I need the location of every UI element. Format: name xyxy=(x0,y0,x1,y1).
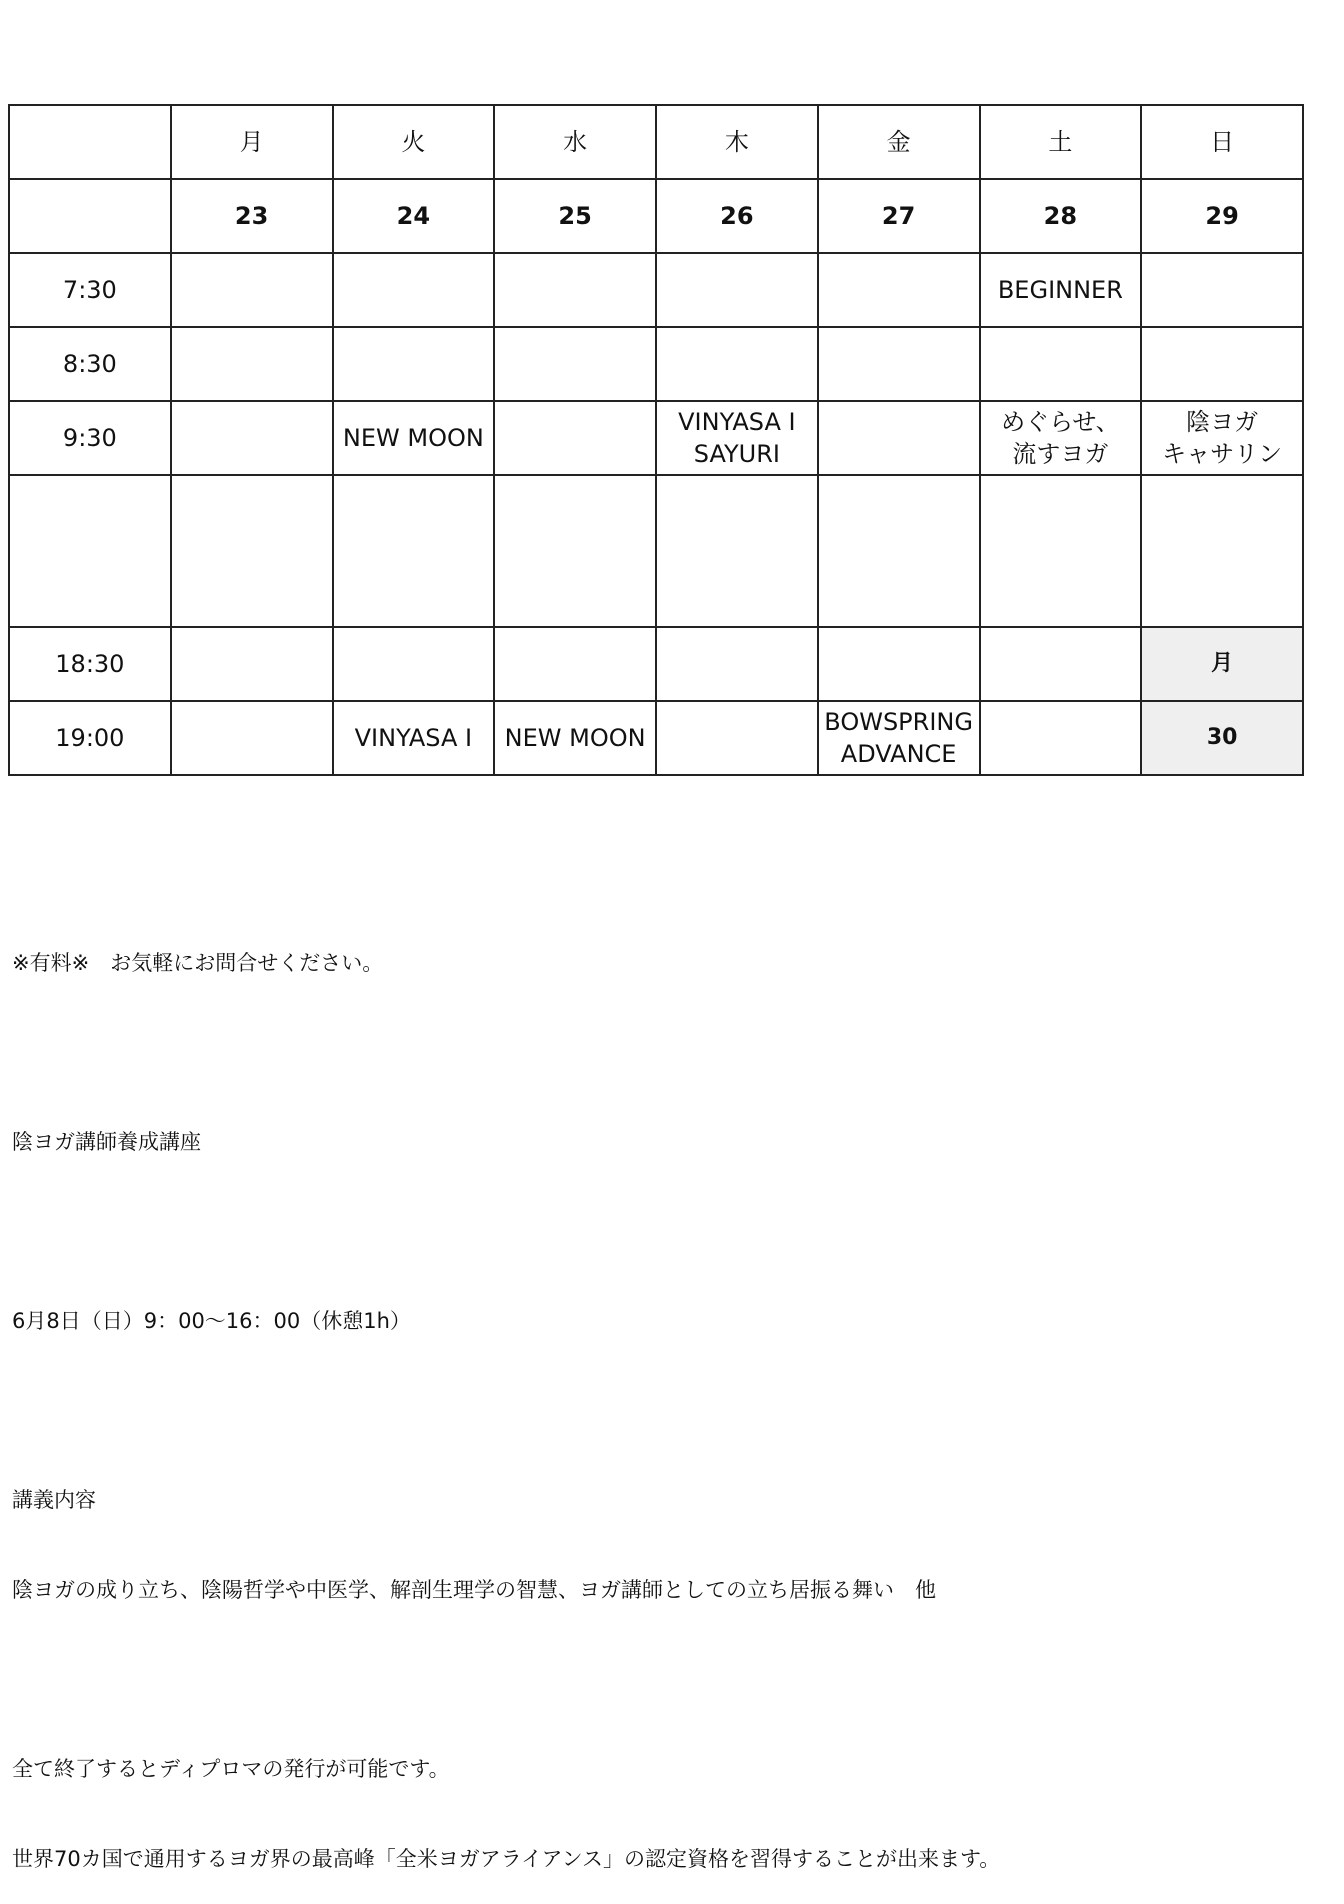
time-row xyxy=(9,627,1303,701)
class-cell-line: 陰ヨガ xyxy=(1186,408,1259,436)
empty-cell xyxy=(1141,475,1303,627)
corner-cell xyxy=(9,105,171,179)
empty-cell xyxy=(171,475,333,627)
date-row xyxy=(9,179,1303,253)
time-row xyxy=(9,701,1303,775)
date-cell: 24 xyxy=(333,179,495,253)
content-body: 陰ヨガの成り立ち、陰陽哲学や中医学、解剖生理学の智慧、ヨガ講師としての立ち居振る舞い 他 xyxy=(12,1578,936,1602)
empty-cell xyxy=(494,401,656,475)
class-cell-line: SAYURI xyxy=(693,440,780,468)
empty-cell xyxy=(656,327,818,401)
empty-cell xyxy=(1141,253,1303,327)
date-cell: 26 xyxy=(656,179,818,253)
class-cell: NEW MOON xyxy=(333,401,495,475)
class-cell: VINYASA Ⅰ xyxy=(333,701,495,775)
schedule-table xyxy=(8,104,1304,776)
class-cell-line: キャサリン xyxy=(1162,440,1283,468)
empty-cell xyxy=(171,701,333,775)
class-cell-line: めぐらせ、 xyxy=(1001,408,1120,436)
class-cell xyxy=(818,701,980,775)
empty-cell xyxy=(171,253,333,327)
empty-cell xyxy=(171,327,333,401)
next-date-cell: 30 xyxy=(1141,701,1303,775)
course-date: 6月8日（日）9：00〜16：00（休憩1h） xyxy=(12,1309,411,1333)
weekday-tue: 火 xyxy=(333,105,495,179)
weekday-sat: 土 xyxy=(980,105,1142,179)
date-cell: 25 xyxy=(494,179,656,253)
empty-cell xyxy=(818,401,980,475)
empty-cell xyxy=(656,475,818,627)
next-weekday-cell: 月 xyxy=(1141,627,1303,701)
time-label: 8:30 xyxy=(9,327,171,401)
class-cell xyxy=(980,401,1142,475)
empty-cell xyxy=(171,401,333,475)
empty-cell xyxy=(656,701,818,775)
time-label: 19:00 xyxy=(9,701,171,775)
empty-cell xyxy=(333,475,495,627)
date-cell: 23 xyxy=(171,179,333,253)
empty-cell xyxy=(171,627,333,701)
time-label: 7:30 xyxy=(9,253,171,327)
content-heading: 講義内容 xyxy=(12,1488,96,1512)
empty-cell xyxy=(494,327,656,401)
date-cell: 28 xyxy=(980,179,1142,253)
empty-cell xyxy=(333,253,495,327)
empty-cell xyxy=(494,627,656,701)
class-cell-line: 流すヨガ xyxy=(1012,440,1109,468)
empty-cell xyxy=(980,627,1142,701)
empty-cell xyxy=(494,253,656,327)
empty-cell xyxy=(656,253,818,327)
time-row xyxy=(9,253,1303,327)
weekday-sun: 日 xyxy=(1141,105,1303,179)
time-row xyxy=(9,327,1303,401)
time-label: 9:30 xyxy=(9,401,171,475)
paid-note: ※有料※ お気軽にお問合せください。 xyxy=(12,951,384,975)
class-cell-line: ADVANCE xyxy=(840,740,957,768)
empty-cell xyxy=(333,327,495,401)
weekday-mon: 月 xyxy=(171,105,333,179)
notes-section xyxy=(12,888,1000,1904)
empty-cell xyxy=(818,475,980,627)
course-title: 陰ヨガ講師養成講座 xyxy=(12,1130,201,1154)
empty-cell xyxy=(980,327,1142,401)
time-row xyxy=(9,401,1303,475)
weekday-fri: 金 xyxy=(818,105,980,179)
class-cell-line: BOWSPRING xyxy=(824,708,973,736)
corner-cell xyxy=(9,179,171,253)
empty-cell xyxy=(980,475,1142,627)
empty-cell xyxy=(818,253,980,327)
class-cell xyxy=(656,401,818,475)
weekday-row xyxy=(9,105,1303,179)
date-cell: 29 xyxy=(1141,179,1303,253)
time-label: 18:30 xyxy=(9,627,171,701)
empty-cell xyxy=(333,627,495,701)
empty-cell xyxy=(980,701,1142,775)
empty-cell xyxy=(818,627,980,701)
empty-cell xyxy=(494,475,656,627)
time-label xyxy=(9,475,171,627)
class-cell-line: VINYASA Ⅰ xyxy=(678,408,796,436)
class-cell: BEGINNER xyxy=(980,253,1142,327)
class-cell xyxy=(1141,401,1303,475)
date-cell: 27 xyxy=(818,179,980,253)
empty-cell xyxy=(656,627,818,701)
weekday-wed: 水 xyxy=(494,105,656,179)
certification-note: 世界70カ国で通用するヨガ界の最高峰「全米ヨガアライアンス」の認定資格を習得することが出来ます。 xyxy=(12,1847,1001,1871)
class-cell: NEW MOON xyxy=(494,701,656,775)
weekday-thu: 木 xyxy=(656,105,818,179)
diploma-note: 全て終了するとディプロマの発行が可能です。 xyxy=(12,1757,450,1781)
empty-cell xyxy=(1141,327,1303,401)
empty-cell xyxy=(818,327,980,401)
time-row xyxy=(9,475,1303,627)
